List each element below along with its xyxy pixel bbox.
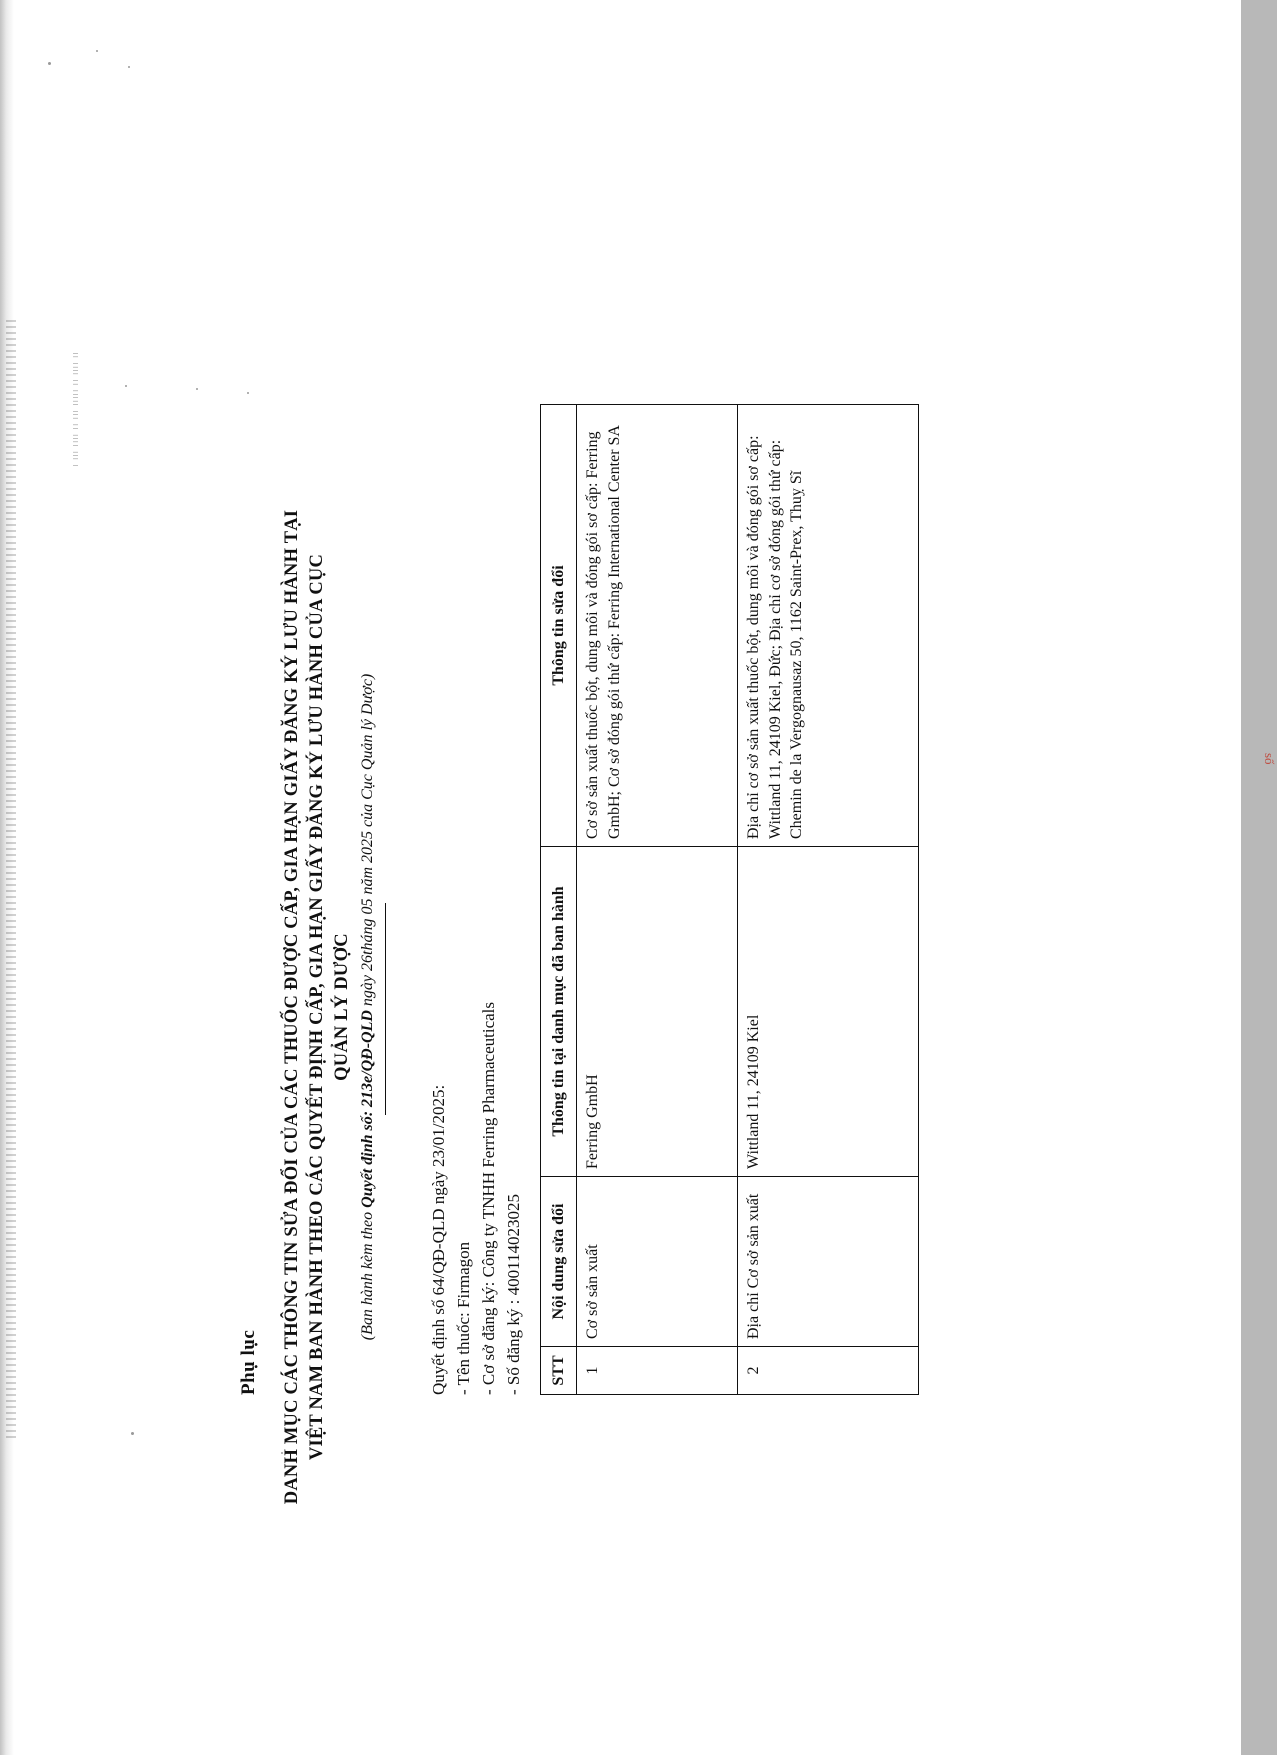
margin-handwriting-mark: số xyxy=(1262,753,1277,765)
document-title-line-2: VIỆT NAM BAN HÀNH THEO CÁC QUYẾT ĐỊNH CẤP, GIA HẠN GIẤY ĐĂNG KÝ LƯU HÀNH CỦA CỤC xyxy=(306,553,327,1461)
document-title-line-3: QUẢN LÝ DƯỢC xyxy=(331,933,352,1081)
cell-noi-dung: Địa chỉ Cơ sở sản xuất xyxy=(738,1177,919,1347)
scan-noise-artifact xyxy=(6,320,16,1440)
cell-stt: 2 xyxy=(738,1347,919,1395)
cell-thong-tin-hien-tai: Wittland 11, 24109 Kiel xyxy=(738,847,919,1177)
cell-stt: 1 xyxy=(577,1347,738,1395)
table-row xyxy=(577,405,738,1395)
column-header-stt: STT xyxy=(541,1347,577,1395)
meta-decision-line: Quyết định số 64/QĐ-QLD ngày 23/01/2025: xyxy=(429,1084,448,1395)
document-title xyxy=(280,417,354,1597)
cell-thong-tin-sua-doi: Cơ sở sản xuất thuốc bột, dung môi và đóng gói sơ cấp: Ferring GmbH; Cơ sở đóng gói thứ cấp: Ferring International Center SA xyxy=(577,405,738,847)
column-header-thong-tin-sua-doi: Thông tin sửa đổi xyxy=(541,405,577,847)
scan-barcode: || |||| || ||||| ||| || |||| ||| | xyxy=(72,352,78,468)
cell-noi-dung: Cơ sở sản xuất xyxy=(577,1177,738,1347)
subtitle-prefix: (Ban hành kèm theo xyxy=(359,1207,376,1341)
document-subtitle xyxy=(358,417,379,1597)
document-title-line-1: DANH MỤC CÁC THÔNG TIN SỬA ĐỔI CỦA CÁC THUỐC ĐƯỢC CẤP, GIA HẠN GIẤY ĐĂNG KÝ LƯU HÀNH TẠI xyxy=(282,509,302,1505)
column-header-thong-tin-hien-tai: Thông tin tại danh mục đã ban hành xyxy=(541,847,577,1177)
column-header-noi-dung: Nội dung sửa đổi xyxy=(541,1177,577,1347)
table-row xyxy=(738,405,919,1395)
cell-thong-tin-sua-doi: Địa chỉ cơ sở sản xuất thuốc bột, dung môi và đóng gói sơ cấp: Wittland 11, 24109 Kiel, Đức; Địa chỉ cơ sở đóng gói thứ cấp: Chemin de la Vergognausaz 50, 1162 Saint-Prex, Thuỵ Sĩ xyxy=(738,405,919,847)
table-header-row xyxy=(541,405,577,1395)
cell-thong-tin-hien-tai: Ferring GmbH xyxy=(577,847,738,1177)
subtitle-suffix: ngày 26tháng 05 năm 2025 của Cục Quản lý Dược) xyxy=(359,673,376,1011)
meta-registration-number: - Số đăng ký : 400114023025 xyxy=(504,1193,524,1395)
title-underline xyxy=(385,903,386,1115)
meta-drug-name: - Tên thuốc: Firmagon xyxy=(454,1241,474,1395)
amendments-table xyxy=(540,404,919,1395)
meta-registrant: - Cơ sở đăng ký: Công ty TNHH Ferring Pharmaceuticals xyxy=(479,1001,499,1395)
subtitle-decision-number: Quyết định số: 213e/QĐ-QLD xyxy=(359,1010,376,1208)
document-meta xyxy=(426,1002,527,1395)
page-title: Phụ lục xyxy=(238,1329,259,1395)
document-body xyxy=(40,35,1220,1715)
